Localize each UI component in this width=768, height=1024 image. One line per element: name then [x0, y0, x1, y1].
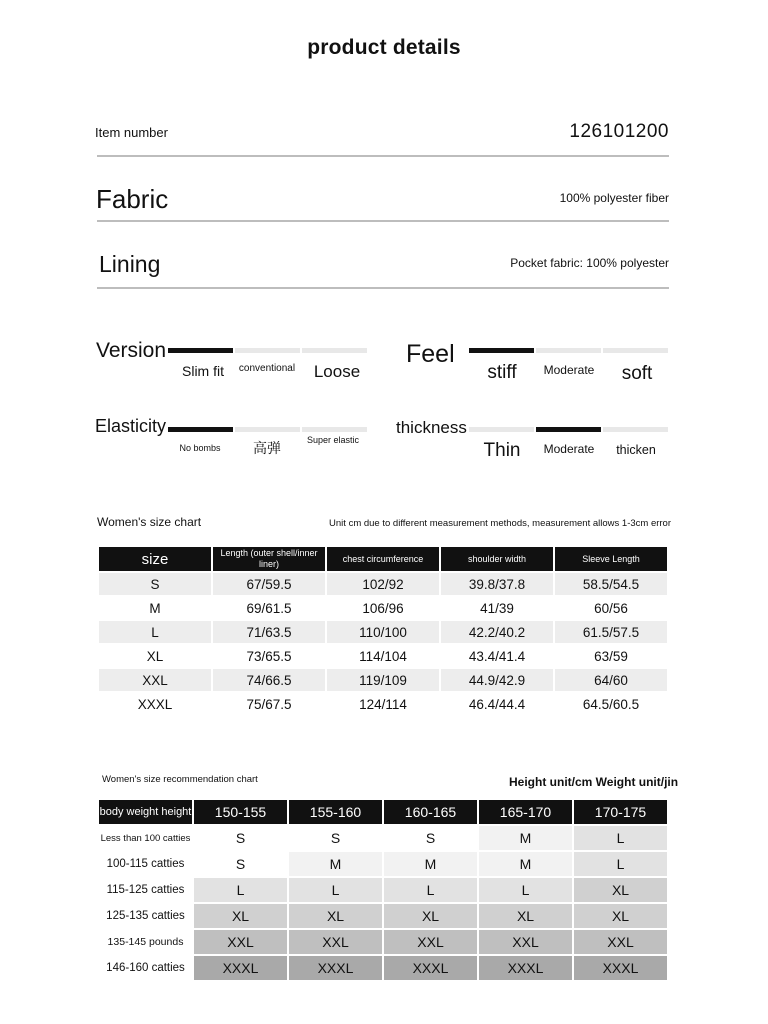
table-cell: 44.9/42.9 — [441, 669, 553, 691]
weight-label: 115-125 catties — [99, 878, 192, 902]
table-row — [99, 930, 667, 954]
table-cell: L — [479, 878, 572, 902]
table-cell: L — [574, 826, 667, 850]
table-cell: 64.5/60.5 — [555, 693, 667, 715]
thickness-option-thin: Thin — [483, 440, 521, 461]
table-cell: 106/96 — [327, 597, 439, 619]
version-scale-segment-1 — [168, 348, 233, 353]
thickness-option-moderate: Moderate — [543, 442, 595, 456]
table-cell: XL — [194, 904, 287, 928]
version-option-slim-fit: Slim fit — [182, 363, 224, 379]
table-cell: 114/104 — [327, 645, 439, 667]
thickness-scale-segment-1 — [469, 427, 534, 432]
table-row — [99, 645, 667, 667]
table-cell: XXL — [479, 930, 572, 954]
size-chart-header: Sleeve Length — [555, 547, 667, 571]
version-scale-segment-3 — [302, 348, 367, 353]
table-cell: XXXL — [289, 956, 382, 980]
elasticity-option-no-bombs: No bombs — [179, 443, 221, 453]
table-row — [99, 852, 667, 876]
table-cell: S — [194, 852, 287, 876]
table-cell: XXL — [289, 930, 382, 954]
elasticity-scale-segment-2 — [235, 427, 300, 432]
elasticity-option-super-elastic: Super elastic — [306, 435, 360, 445]
feel-scale-segment-3 — [603, 348, 668, 353]
feel-option-moderate: Moderate — [543, 363, 595, 377]
divider — [97, 155, 669, 157]
table-cell: XL — [99, 645, 211, 667]
recommendation-header-row — [99, 800, 667, 824]
size-chart-note: Unit cm due to different measurement methods, measurement allows 1-3cm error — [329, 518, 671, 529]
table-cell: 110/100 — [327, 621, 439, 643]
table-cell: L — [384, 878, 477, 902]
table-cell: XL — [479, 904, 572, 928]
table-cell: S — [99, 573, 211, 595]
fabric-value: 100% polyester fiber — [559, 191, 669, 205]
version-scale-segment-2 — [235, 348, 300, 353]
table-cell: 71/63.5 — [213, 621, 325, 643]
table-cell: 75/67.5 — [213, 693, 325, 715]
version-title: Version — [96, 339, 167, 362]
page-title: product details — [307, 36, 461, 59]
size-chart-header: chest circumference — [327, 547, 439, 571]
table-cell: 41/39 — [441, 597, 553, 619]
table-cell: XL — [289, 904, 382, 928]
table-row — [99, 669, 667, 691]
thickness-option-thicken: thicken — [616, 443, 656, 457]
table-cell: XXXL — [479, 956, 572, 980]
table-cell: 58.5/54.5 — [555, 573, 667, 595]
table-cell: 67/59.5 — [213, 573, 325, 595]
feel-option-stiff: stiff — [487, 362, 517, 383]
recommendation-corner-label: body weight height — [99, 800, 192, 824]
table-row — [99, 904, 667, 928]
table-cell: 119/109 — [327, 669, 439, 691]
size-chart-header: size — [99, 547, 211, 571]
item-number-value: 126101200 — [569, 121, 669, 142]
table-cell: XXXL — [384, 956, 477, 980]
weight-label: 100-115 catties — [99, 852, 192, 876]
table-row — [99, 597, 667, 619]
table-cell: S — [384, 826, 477, 850]
lining-label: Lining — [99, 251, 161, 277]
table-cell: 69/61.5 — [213, 597, 325, 619]
table-cell: L — [574, 852, 667, 876]
weight-label: 125-135 catties — [99, 904, 192, 928]
table-cell: XXL — [574, 930, 667, 954]
table-cell: XL — [574, 878, 667, 902]
table-row — [99, 826, 667, 850]
version-option-loose: Loose — [313, 362, 361, 381]
table-cell: S — [194, 826, 287, 850]
table-cell: 102/92 — [327, 573, 439, 595]
table-cell: XXXL — [99, 693, 211, 715]
feel-scale-segment-2 — [536, 348, 601, 353]
height-header: 155-160 — [289, 800, 382, 824]
divider — [97, 287, 669, 289]
elasticity-option-high-elastic: 高弹 — [253, 440, 281, 456]
weight-label: 146-160 catties — [99, 956, 192, 980]
table-cell: XXXL — [194, 956, 287, 980]
table-row — [99, 956, 667, 980]
table-cell: L — [99, 621, 211, 643]
size-chart-header-row — [99, 547, 667, 571]
size-chart-table — [97, 545, 669, 717]
table-row — [99, 573, 667, 595]
feel-scale-segment-1 — [469, 348, 534, 353]
table-cell: XL — [574, 904, 667, 928]
thickness-scale-segment-2 — [536, 427, 601, 432]
item-number-label: Item number — [95, 125, 168, 140]
table-cell: XXL — [194, 930, 287, 954]
size-chart-title: Women's size chart — [97, 515, 202, 529]
table-cell: XL — [384, 904, 477, 928]
table-row — [99, 621, 667, 643]
size-chart-header: shoulder width — [441, 547, 553, 571]
table-cell: M — [384, 852, 477, 876]
table-cell: 124/114 — [327, 693, 439, 715]
weight-label: 135-145 pounds — [99, 930, 192, 954]
recommendation-chart-title: Women's size recommendation chart — [102, 774, 258, 785]
recommendation-table — [97, 798, 669, 982]
size-chart-header: Length (outer shell/inner liner) — [213, 547, 325, 571]
table-cell: M — [479, 852, 572, 876]
recommendation-chart-note: Height unit/cm Weight unit/jin — [509, 775, 679, 789]
table-cell: 39.8/37.8 — [441, 573, 553, 595]
weight-label: Less than 100 catties — [99, 826, 192, 850]
table-cell: 63/59 — [555, 645, 667, 667]
lining-value: Pocket fabric: 100% polyester — [510, 256, 669, 270]
fabric-label: Fabric — [96, 184, 169, 214]
feel-option-soft: soft — [621, 363, 653, 384]
table-cell: 64/60 — [555, 669, 667, 691]
version-option-conventional: conventional — [238, 363, 296, 374]
elasticity-scale-segment-1 — [168, 427, 233, 432]
height-header: 170-175 — [574, 800, 667, 824]
elasticity-title: Elasticity — [95, 416, 167, 436]
table-row — [99, 878, 667, 902]
elasticity-scale-segment-3 — [302, 427, 367, 432]
table-cell: 61.5/57.5 — [555, 621, 667, 643]
table-cell: XXXL — [574, 956, 667, 980]
table-cell: L — [289, 878, 382, 902]
thickness-title: thickness — [396, 418, 467, 437]
height-header: 165-170 — [479, 800, 572, 824]
table-cell: 46.4/44.4 — [441, 693, 553, 715]
table-cell: M — [479, 826, 572, 850]
table-cell: 60/56 — [555, 597, 667, 619]
table-row — [99, 693, 667, 715]
table-cell: 74/66.5 — [213, 669, 325, 691]
height-header: 150-155 — [194, 800, 287, 824]
table-cell: XXL — [99, 669, 211, 691]
table-cell: XXL — [384, 930, 477, 954]
table-cell: L — [194, 878, 287, 902]
height-header: 160-165 — [384, 800, 477, 824]
thickness-scale-segment-3 — [603, 427, 668, 432]
table-cell: 43.4/41.4 — [441, 645, 553, 667]
table-cell: S — [289, 826, 382, 850]
divider — [97, 220, 669, 222]
table-cell: M — [289, 852, 382, 876]
table-cell: 42.2/40.2 — [441, 621, 553, 643]
table-cell: 73/65.5 — [213, 645, 325, 667]
feel-title: Feel — [406, 340, 455, 368]
table-cell: M — [99, 597, 211, 619]
